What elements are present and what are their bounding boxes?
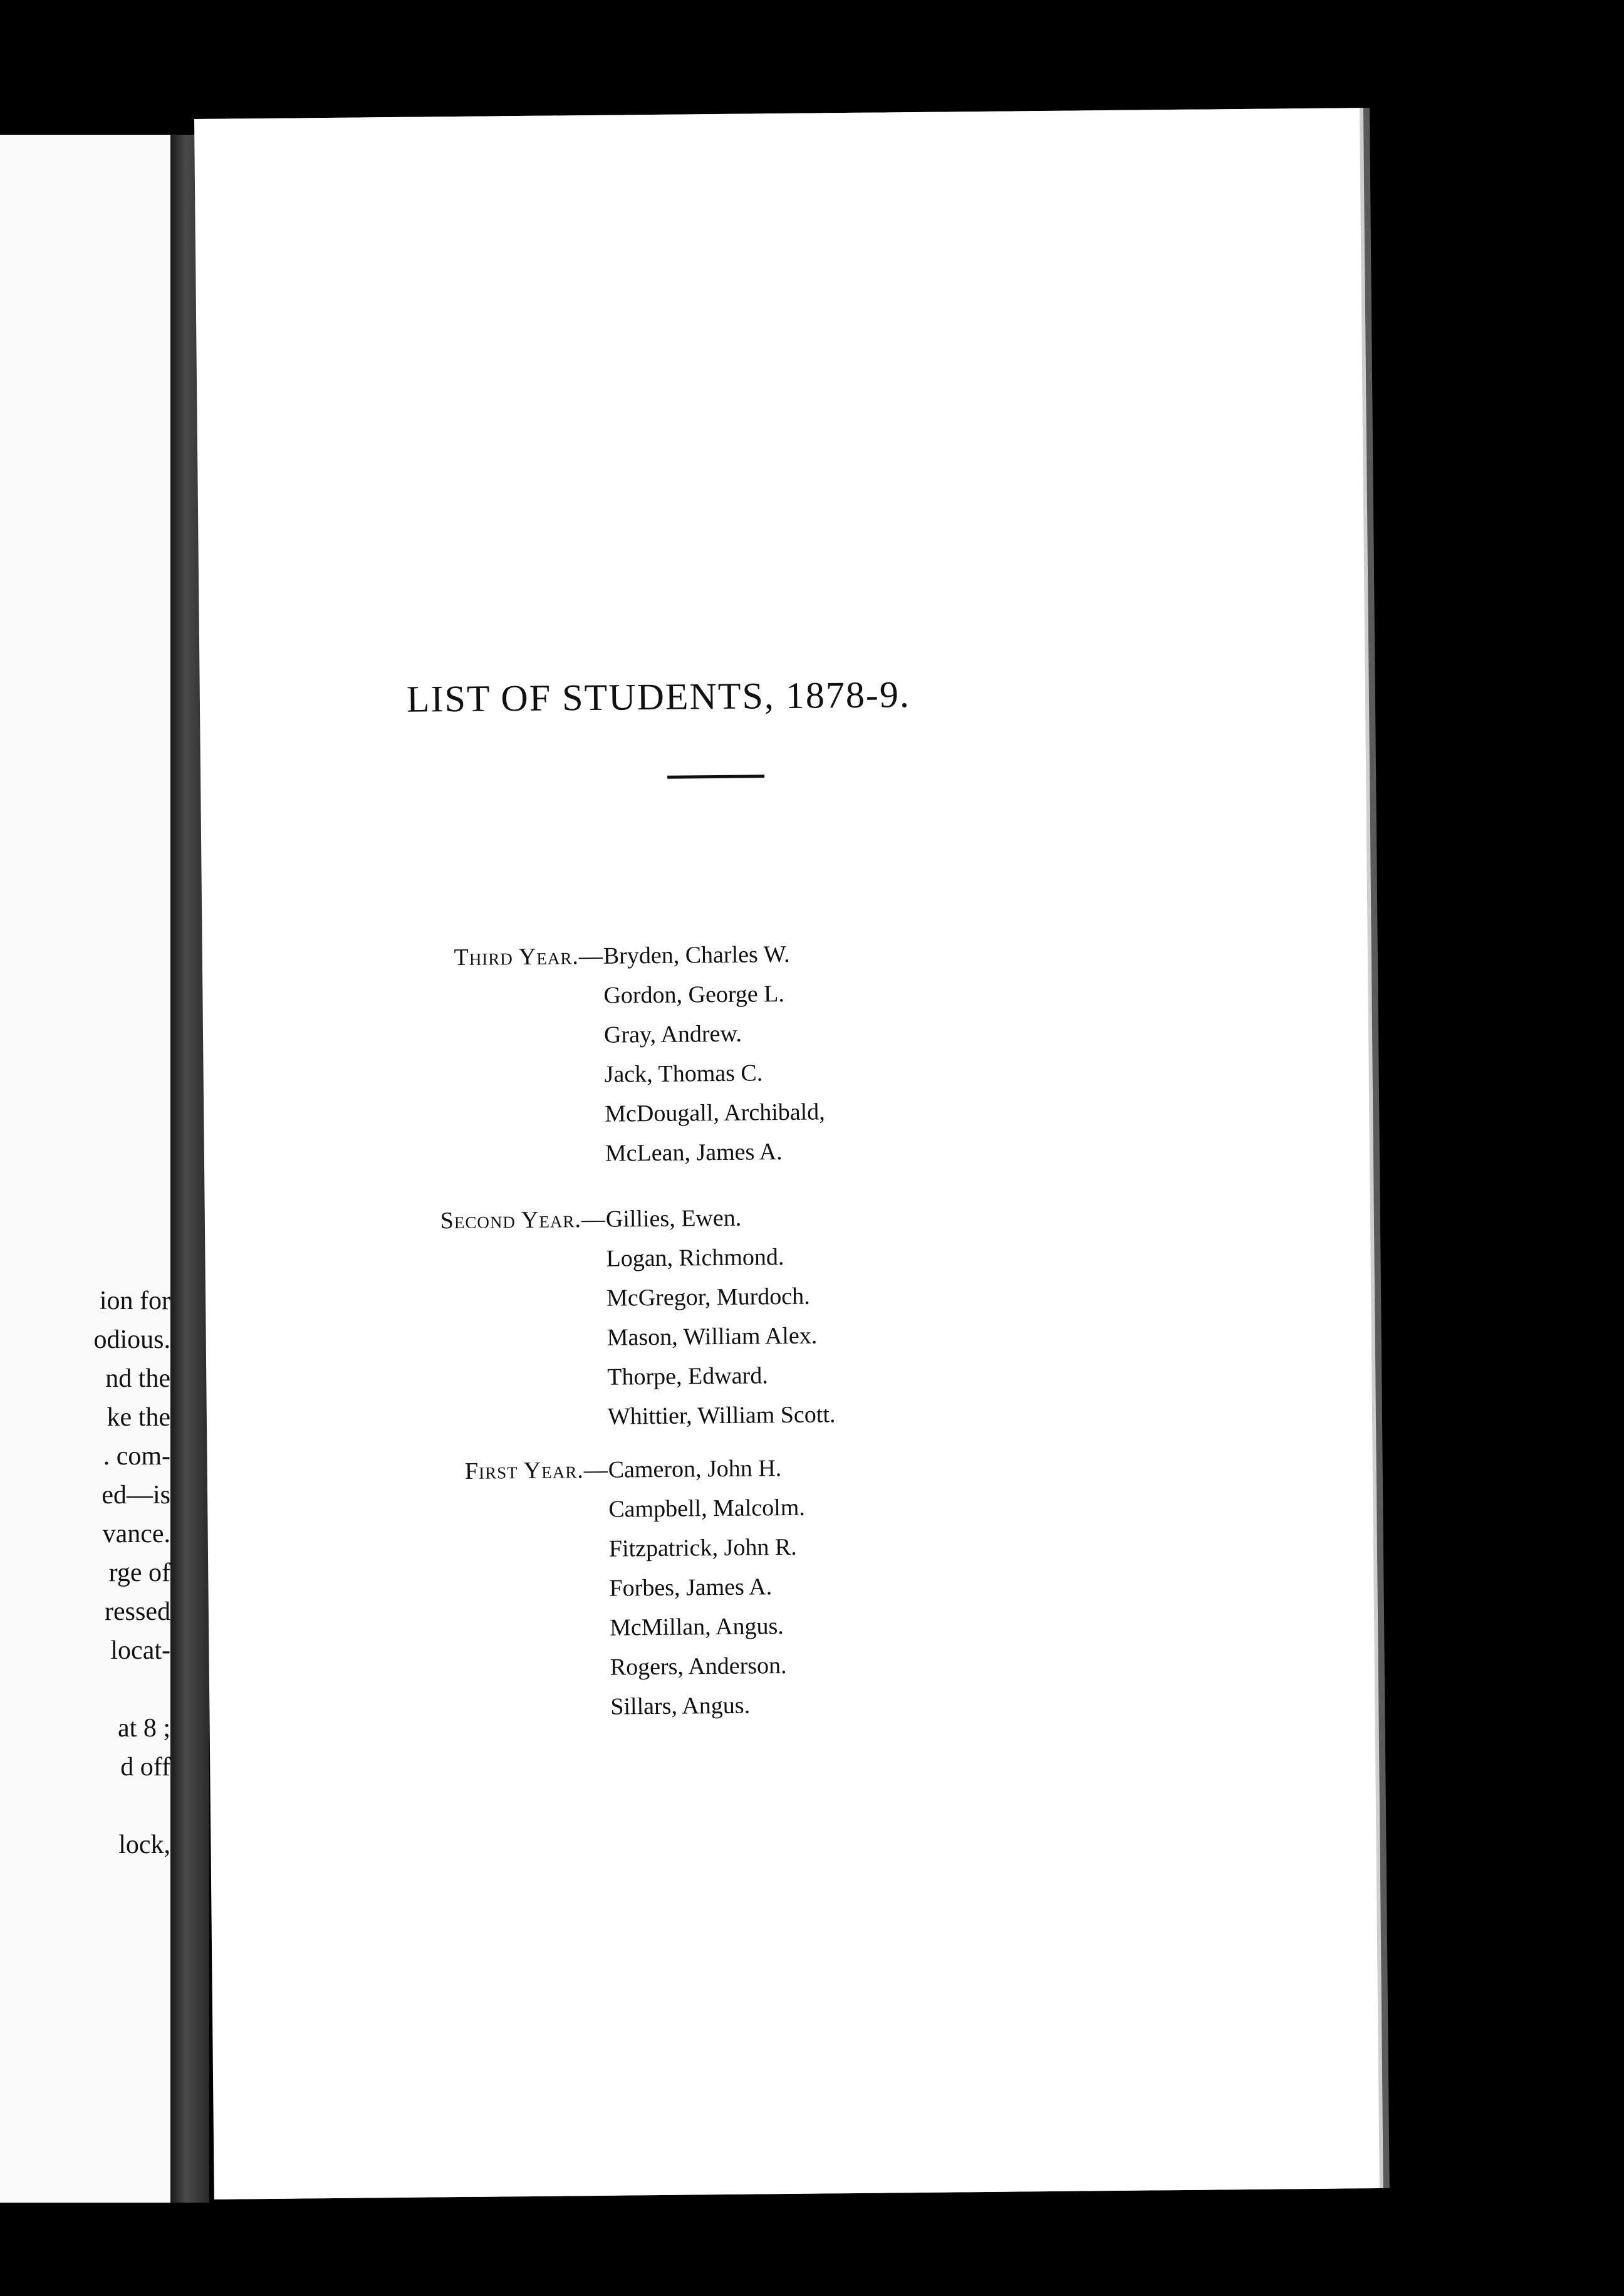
left-line bbox=[0, 1670, 170, 1709]
student-name: Logan, Richmond. bbox=[606, 1244, 784, 1272]
left-line: lock, bbox=[118, 1830, 170, 1859]
list-item bbox=[422, 1688, 1112, 1735]
student-name: McMillan, Angus. bbox=[609, 1613, 784, 1641]
list-item bbox=[420, 1491, 1110, 1537]
list-item bbox=[415, 937, 1105, 984]
left-line: locat- bbox=[110, 1636, 170, 1665]
student-name: Jack, Thomas C. bbox=[604, 1060, 763, 1088]
list-item bbox=[419, 1280, 1108, 1326]
left-line: . com- bbox=[103, 1442, 170, 1471]
list-item bbox=[421, 1530, 1111, 1577]
student-name: Sillars, Angus. bbox=[610, 1692, 751, 1720]
student-name: Gordon, George L. bbox=[603, 981, 785, 1009]
left-line: odious. bbox=[93, 1325, 170, 1354]
student-name: McLean, James A. bbox=[605, 1139, 783, 1167]
student-name: Mason, William Alex. bbox=[606, 1322, 818, 1351]
left-line: at 8 ; bbox=[118, 1714, 170, 1743]
left-line: nd the bbox=[105, 1364, 170, 1393]
list-item bbox=[416, 1056, 1106, 1102]
section-second-year bbox=[418, 1201, 1110, 1444]
student-name: McDougall, Archibald, bbox=[605, 1098, 825, 1127]
left-line: rge of bbox=[108, 1558, 170, 1587]
student-name: Gray, Andrew. bbox=[603, 1020, 742, 1048]
student-name: Forbes, James A. bbox=[609, 1573, 773, 1602]
student-name: Bryden, Charles W. bbox=[603, 941, 790, 969]
list-item bbox=[420, 1398, 1110, 1444]
list-item bbox=[416, 1016, 1106, 1063]
section-label: Second Year.— bbox=[440, 1206, 606, 1234]
left-line: ressed bbox=[105, 1597, 170, 1626]
left-line: ke the bbox=[107, 1403, 170, 1432]
left-page-text bbox=[0, 1281, 170, 1864]
student-name: Cameron, John H. bbox=[608, 1455, 782, 1483]
list-item bbox=[419, 1359, 1109, 1405]
list-item bbox=[421, 1570, 1111, 1616]
student-name: Fitzpatrick, John R. bbox=[608, 1533, 797, 1562]
left-line bbox=[0, 1787, 170, 1825]
title-rule bbox=[667, 775, 764, 778]
section-label: Third Year.— bbox=[454, 942, 604, 971]
list-item bbox=[417, 1135, 1107, 1181]
student-name: Thorpe, Edward. bbox=[607, 1362, 768, 1391]
section-label: First Year.— bbox=[464, 1456, 608, 1485]
list-item bbox=[418, 1201, 1108, 1247]
student-name: Whittier, William Scott. bbox=[607, 1401, 836, 1430]
student-name: Rogers, Anderson. bbox=[610, 1652, 787, 1681]
list-item bbox=[415, 977, 1105, 1023]
list-item bbox=[417, 1095, 1106, 1142]
student-name: Gillies, Ewen. bbox=[605, 1204, 742, 1233]
left-line: ed—is bbox=[102, 1481, 170, 1510]
list-item bbox=[418, 1240, 1108, 1286]
main-page bbox=[194, 108, 1380, 2199]
list-item bbox=[422, 1609, 1111, 1656]
left-line: ion for bbox=[99, 1286, 170, 1315]
student-name: McGregor, Murdoch. bbox=[606, 1283, 810, 1312]
student-name: Campbell, Malcolm. bbox=[608, 1494, 805, 1523]
left-page bbox=[0, 135, 170, 2203]
page-title: LIST OF STUDENTS, 1878-9. bbox=[406, 674, 911, 720]
section-third-year bbox=[415, 937, 1107, 1181]
list-item bbox=[422, 1649, 1112, 1695]
left-line: vance. bbox=[102, 1520, 170, 1548]
left-line: d off bbox=[120, 1753, 170, 1782]
section-first-year bbox=[420, 1451, 1112, 1735]
list-item bbox=[419, 1319, 1109, 1365]
list-item bbox=[420, 1451, 1110, 1498]
